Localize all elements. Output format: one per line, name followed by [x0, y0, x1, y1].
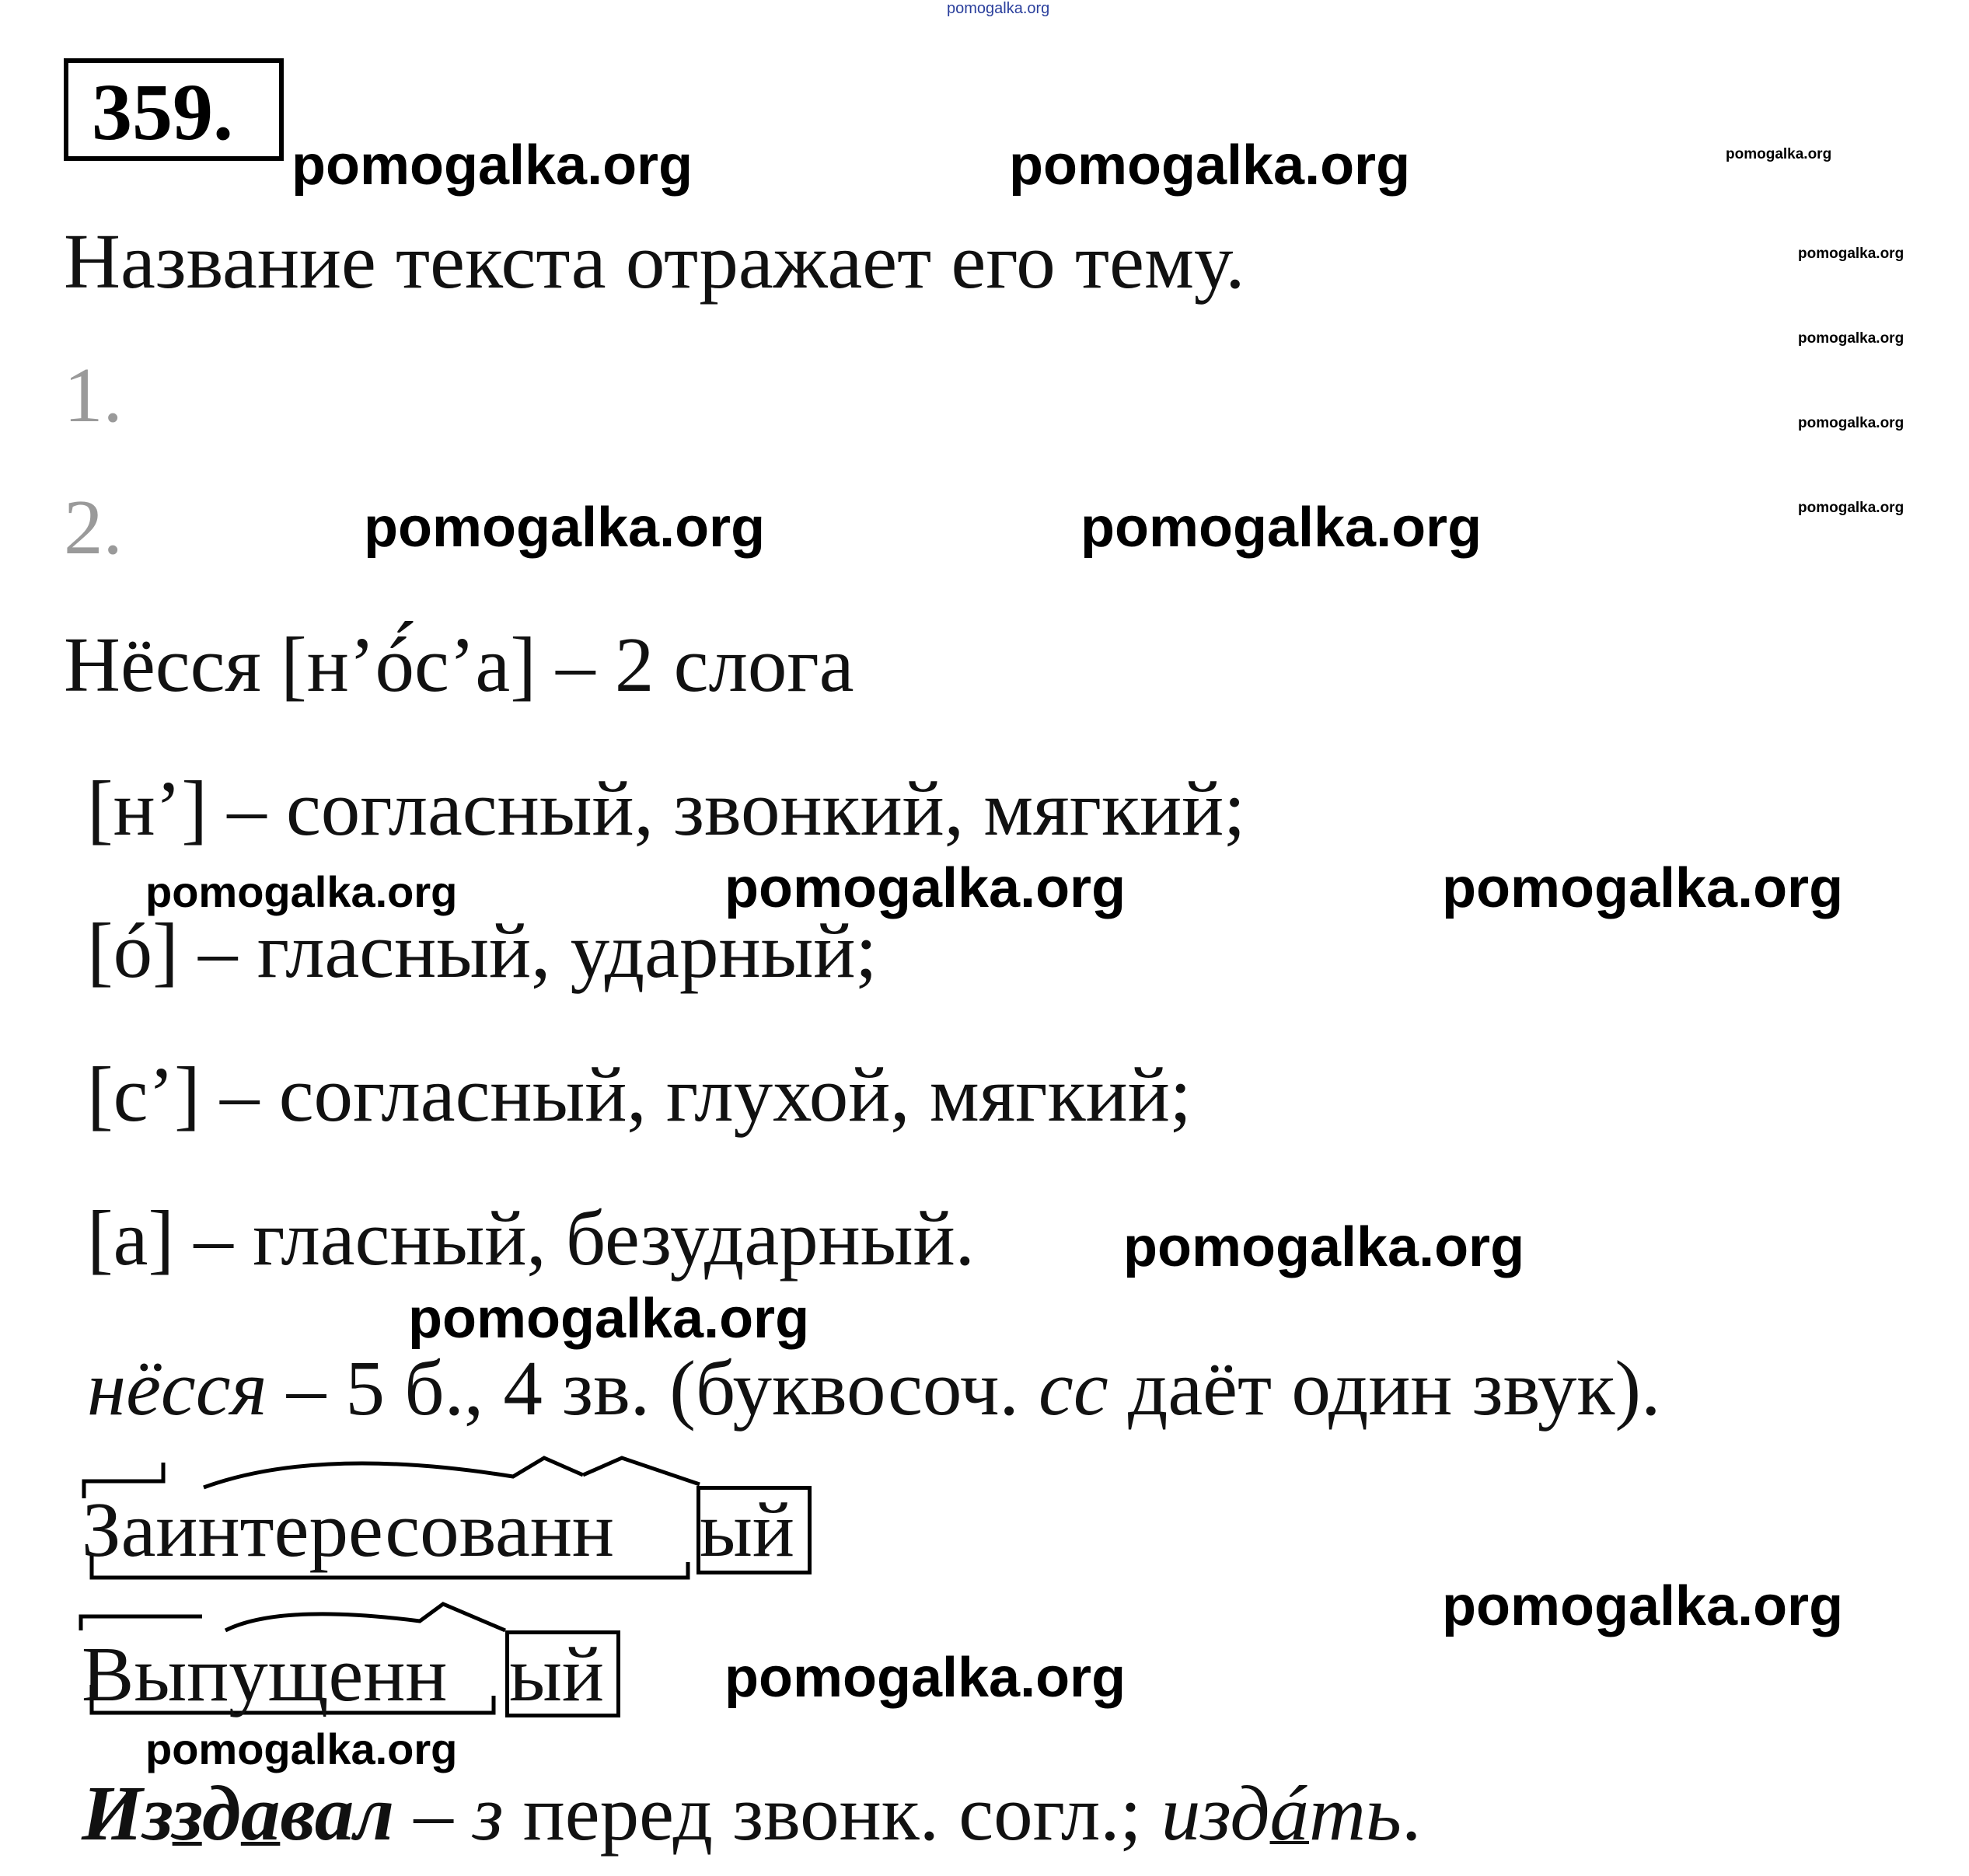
count-end: даёт один звук). [1108, 1344, 1661, 1431]
watermark: pomogalka.org [1798, 246, 1904, 262]
watermark-top: pomogalka.org [947, 0, 1050, 17]
watermark: pomogalka.org [1442, 1575, 1844, 1637]
watermark: pomogalka.org [1798, 330, 1904, 347]
list-item-1: 1. [64, 351, 123, 438]
final-w1: Из [82, 1770, 173, 1857]
letter-sound-count [87, 1343, 1660, 1433]
sound-3: [с’] – согласный, глухой, мягкий; [87, 1051, 1192, 1138]
watermark: pomogalka.org [364, 497, 766, 559]
final-w3: д [201, 1770, 241, 1857]
word-1-stem: Заинтересованн [82, 1486, 614, 1573]
word-1-ending: ый [700, 1486, 794, 1573]
sentence-title: Название текста отражает его тему. [64, 218, 1245, 305]
phonetic-word-line: Нёсся [н’ó́с’а] – 2 слога [64, 621, 854, 708]
count-word: нёсся [87, 1344, 267, 1431]
final-ital3: ть [1309, 1770, 1402, 1857]
final-rest: перед звонк. согл.; [503, 1770, 1161, 1857]
watermark: pomogalka.org [145, 867, 458, 916]
list-item-2: 2. [64, 483, 123, 570]
exercise-number: 359. [92, 68, 233, 157]
count-mid: – 5 б., 4 зв. (буквосоч. [267, 1344, 1039, 1431]
word-2-ending: ый [509, 1630, 604, 1717]
sound-1: [н’] – согласный, звонкий, мягкий; [87, 765, 1246, 852]
watermark: pomogalka.org [1798, 500, 1904, 516]
final-w4-underlined: а [240, 1770, 281, 1857]
watermark: pomogalka.org [1726, 146, 1832, 162]
word-2-stem: Выпущенн [82, 1630, 448, 1717]
exercise-number-box [64, 58, 284, 161]
watermark: pomogalka.org [408, 1288, 810, 1350]
watermark: pomogalka.org [1081, 497, 1482, 559]
watermark: pomogalka.org [1798, 415, 1904, 431]
watermark: pomogalka.org [1442, 857, 1844, 919]
watermark: pomogalka.org [724, 857, 1126, 919]
final-end: . [1401, 1770, 1422, 1857]
watermark: pomogalka.org [292, 134, 693, 197]
final-w2-underlined: з [172, 1770, 202, 1857]
final-w5: вал [280, 1770, 395, 1857]
final-dash-z: – з [414, 1770, 504, 1857]
watermark: pomogalka.org [724, 1647, 1126, 1709]
sound-4: [а] – гласный, безударный. [87, 1194, 975, 1281]
sound-2: [ó] – гласный, ударный; [87, 907, 878, 994]
watermark: pomogalka.org [145, 1724, 458, 1773]
watermark: pomogalka.org [1009, 134, 1411, 197]
count-cc: сс [1039, 1344, 1108, 1431]
spelling-line [82, 1768, 1421, 1858]
watermark: pomogalka.org [1123, 1216, 1525, 1278]
final-ital1: изд [1161, 1770, 1270, 1857]
final-ital2-underlined: á [1269, 1770, 1310, 1857]
